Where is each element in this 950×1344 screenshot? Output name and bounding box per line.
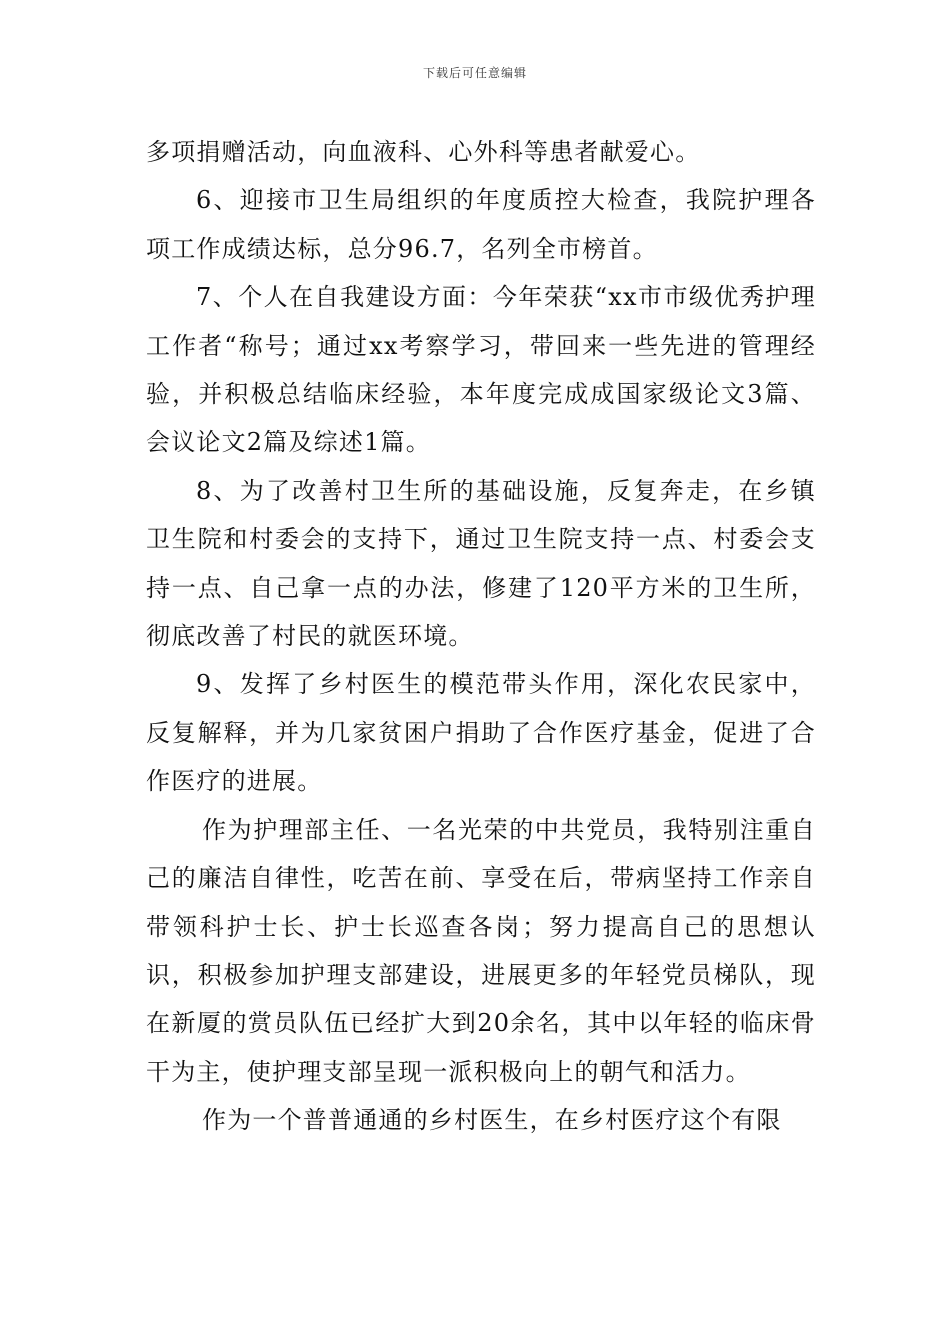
paragraph-item-6: 6、迎接市卫生局组织的年度质控大检查，我院护理各项工作成绩达标，总分96.7，名列全市榜首。 — [146, 186, 816, 263]
paragraph-party-member: 作为护理部主任、一名光荣的中共党员，我特别注重自己的廉洁自律性，吃苦在前、享受在后，带病坚持工作亲自带领科护士长、护士长巡查各岗；努力提高自己的思想认识，积极参加护理支部建设，进展更多的年轻党员梯队，现在新厦的赏员队伍已经扩大到20余名，其中以年轻的临床骨干为主，使护理支部呈现一派积极向上的朝气和活力。 — [146, 815, 816, 1086]
paragraph-item-9: 9、发挥了乡村医生的模范带头作用，深化农民家中，反复解释，并为几家贫困户捐助了合作医疗基金，促进了合作医疗的进展。 — [146, 670, 816, 796]
paragraph-village-doctor: 作为一个普普通通的乡村医生，在乡村医疗这个有限 — [202, 1106, 782, 1135]
paragraph-item-8: 8、为了改善村卫生所的基础设施，反复奔走，在乡镇卫生院和村委会的支持下，通过卫生院支持一点、村委会支持一点、自己拿一点的办法，修建了120平方米的卫生所，彻底改善了村民的就医环境。 — [146, 476, 816, 651]
paragraph-continuation: 多项捐赠活动，向血液科、心外科等患者献爱心。 — [146, 138, 701, 166]
paragraph-item-7: 7、个人在自我建设方面：今年荣获“xx市市级优秀护理工作者“称号；通过xx考察学习，带回来一些先进的管理经验，并积极总结临床经验，本年度完成成国家级论文3篇、会议论文2篇及综述1篇。 — [146, 283, 816, 457]
page-header: 下载后可任意编辑 — [422, 66, 527, 80]
document-body — [146, 128, 816, 1145]
